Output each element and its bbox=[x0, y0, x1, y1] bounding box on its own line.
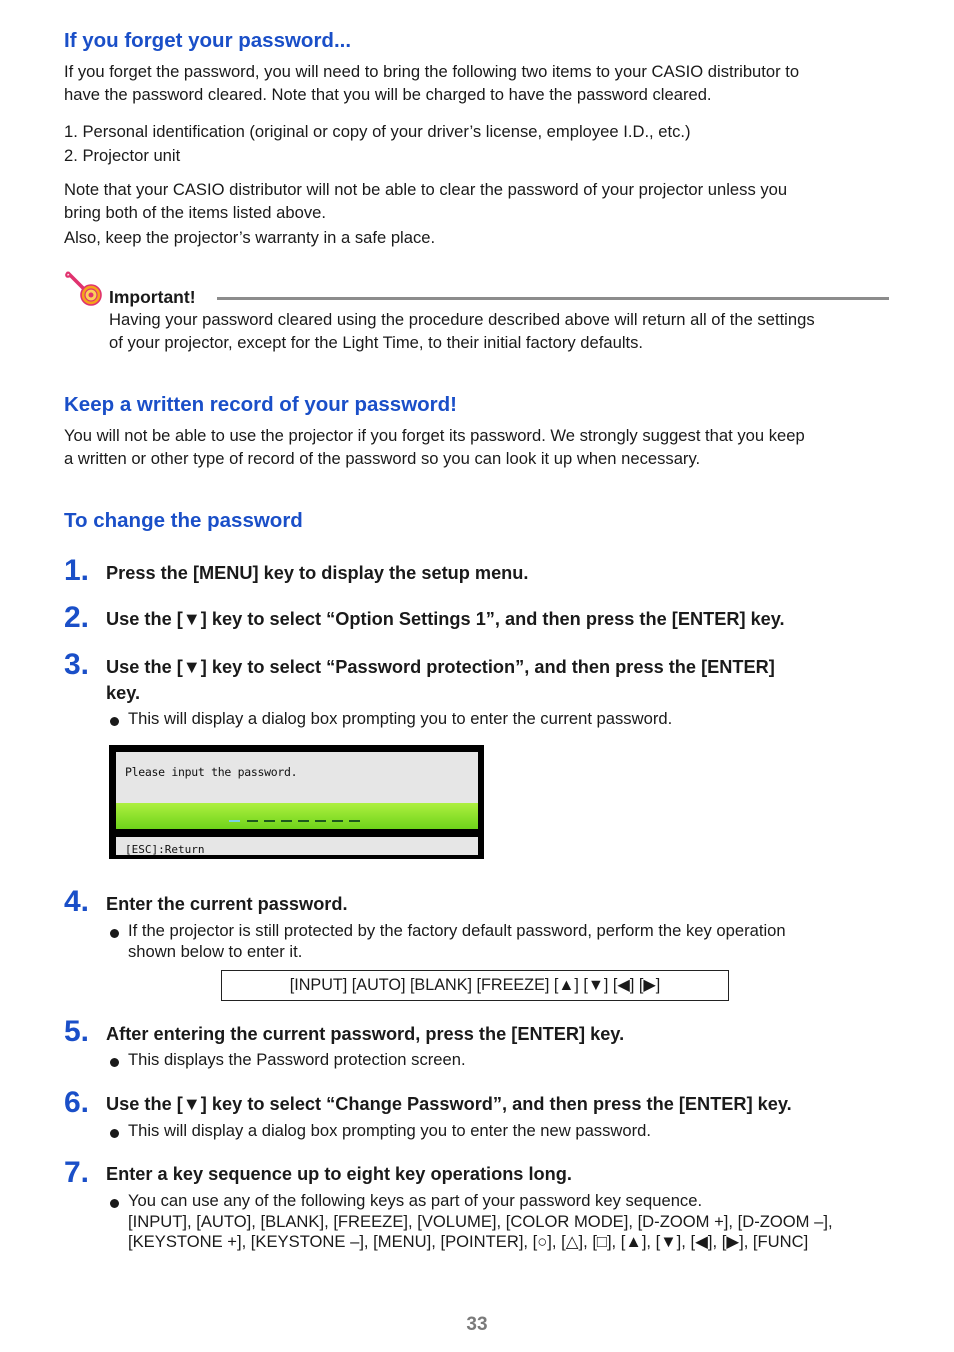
bullet-item bbox=[110, 921, 890, 962]
step-text: Enter a key sequence up to eight key operations long. bbox=[106, 1164, 572, 1184]
dialog-footer bbox=[116, 837, 478, 855]
password-slot bbox=[281, 820, 292, 822]
text-line: This will display a dialog box prompting you to enter the new password. bbox=[128, 1121, 651, 1140]
text-line: key. bbox=[106, 683, 141, 703]
step-number: 5. bbox=[64, 1015, 90, 1048]
password-slot bbox=[315, 820, 326, 822]
step-text: Use the [▼] key to select “Option Settings 1”, and then press the [ENTER] key. bbox=[106, 609, 785, 629]
list-item: 1. Personal identification (original or copy of your driver’s license, employee I.D., etc.) bbox=[64, 122, 691, 141]
text-line: You will not be able to use the projector if you forget its password. We strongly suggest that you keep bbox=[64, 426, 805, 445]
bullet-dot bbox=[110, 929, 119, 938]
step-text: Press the [MENU] key to display the setup menu. bbox=[106, 563, 529, 583]
forget-password-paragraph bbox=[64, 60, 894, 106]
step-number: 2. bbox=[64, 601, 90, 634]
bullet-item bbox=[110, 1050, 890, 1071]
text-line: Also, keep the projector’s warranty in a safe place. bbox=[64, 228, 436, 247]
heading-forget-password: If you forget your password... bbox=[64, 29, 352, 52]
password-slot bbox=[298, 820, 309, 822]
dialog-message: Please input the password. bbox=[125, 765, 298, 779]
text-line: This will display a dialog box prompting you to enter the current password. bbox=[128, 709, 673, 728]
bullet-item bbox=[110, 1191, 890, 1253]
text-line: a written or other type of record of the password so you can look it up when necessary. bbox=[64, 449, 701, 468]
step-number: 1. bbox=[64, 554, 90, 587]
default-key-sequence-box: [INPUT] [AUTO] [BLANK] [FREEZE] [▲] [▼] [◀] [▶] bbox=[221, 970, 729, 1001]
text-line: shown below to enter it. bbox=[128, 941, 303, 961]
text-line: Use the [▼] key to select “Password protection”, and then press the [ENTER] bbox=[106, 657, 775, 677]
password-dialog bbox=[109, 745, 484, 859]
text-line: of your projector, except for the Light Time, to their initial factory defaults. bbox=[109, 333, 644, 352]
list-item: 2. Projector unit bbox=[64, 146, 181, 165]
step-text: After entering the current password, press the [ENTER] key. bbox=[106, 1024, 625, 1044]
bullet-dot bbox=[110, 1199, 119, 1208]
text-line: have the password cleared. Note that you will be charged to have the password cleared. bbox=[64, 85, 712, 104]
password-entry-field bbox=[116, 803, 478, 829]
distributor-note-paragraph bbox=[64, 178, 894, 249]
bullet-dot bbox=[110, 1058, 119, 1067]
step-number: 7. bbox=[64, 1156, 90, 1189]
step-text: Use the [▼] key to select “Change Password”, and then press the [ENTER] key. bbox=[106, 1094, 792, 1114]
bullet-dot bbox=[110, 1129, 119, 1138]
text-line: [INPUT], [AUTO], [BLANK], [FREEZE], [VOLUME], [COLOR MODE], [D-ZOOM +], [D-ZOOM –], bbox=[128, 1211, 833, 1231]
text-line: If you forget the password, you will need to bring the following two items to your CASIO distributor to bbox=[64, 62, 800, 81]
step-number: 4. bbox=[64, 885, 90, 918]
heading-change-password: To change the password bbox=[64, 509, 303, 532]
bullet-item bbox=[110, 709, 890, 730]
esc-return-hint: [ESC]:Return bbox=[125, 843, 205, 856]
password-slot bbox=[332, 820, 343, 822]
page-number: 33 bbox=[466, 1314, 488, 1335]
step-text: Enter the current password. bbox=[106, 894, 348, 914]
text-line: You can use any of the following keys as part of your password key sequence. bbox=[128, 1191, 703, 1210]
password-slot bbox=[349, 820, 360, 822]
dialog-message-area bbox=[116, 752, 478, 803]
important-text bbox=[109, 308, 899, 354]
text-line: This displays the Password protection screen. bbox=[128, 1050, 466, 1069]
password-slot bbox=[264, 820, 275, 822]
text-line: If the projector is still protected by the factory default password, perform the key operation bbox=[128, 921, 786, 940]
important-title: Important! bbox=[109, 287, 196, 307]
text-line: Note that your CASIO distributor will not be able to clear the password of your projector unless you bbox=[64, 180, 788, 199]
keep-record-paragraph bbox=[64, 424, 894, 470]
password-slot bbox=[247, 820, 258, 822]
step-number: 3. bbox=[64, 648, 90, 681]
text-line: [KEYSTONE +], [KEYSTONE –], [MENU], [POINTER], [○], [△], [□], [▲], [▼], [◀], [▶], [FUNC] bbox=[128, 1232, 809, 1251]
password-slot bbox=[229, 820, 240, 822]
bullet-dot bbox=[110, 717, 119, 726]
text-line: bring both of the items listed above. bbox=[64, 203, 326, 222]
pencil-target-icon bbox=[64, 268, 106, 308]
step-text bbox=[106, 654, 896, 706]
heading-keep-record: Keep a written record of your password! bbox=[64, 393, 457, 416]
step-number: 6. bbox=[64, 1086, 90, 1119]
important-divider bbox=[217, 297, 889, 300]
text-line: Having your password cleared using the procedure described above will return all of the settings bbox=[109, 310, 815, 329]
bullet-item bbox=[110, 1121, 890, 1142]
